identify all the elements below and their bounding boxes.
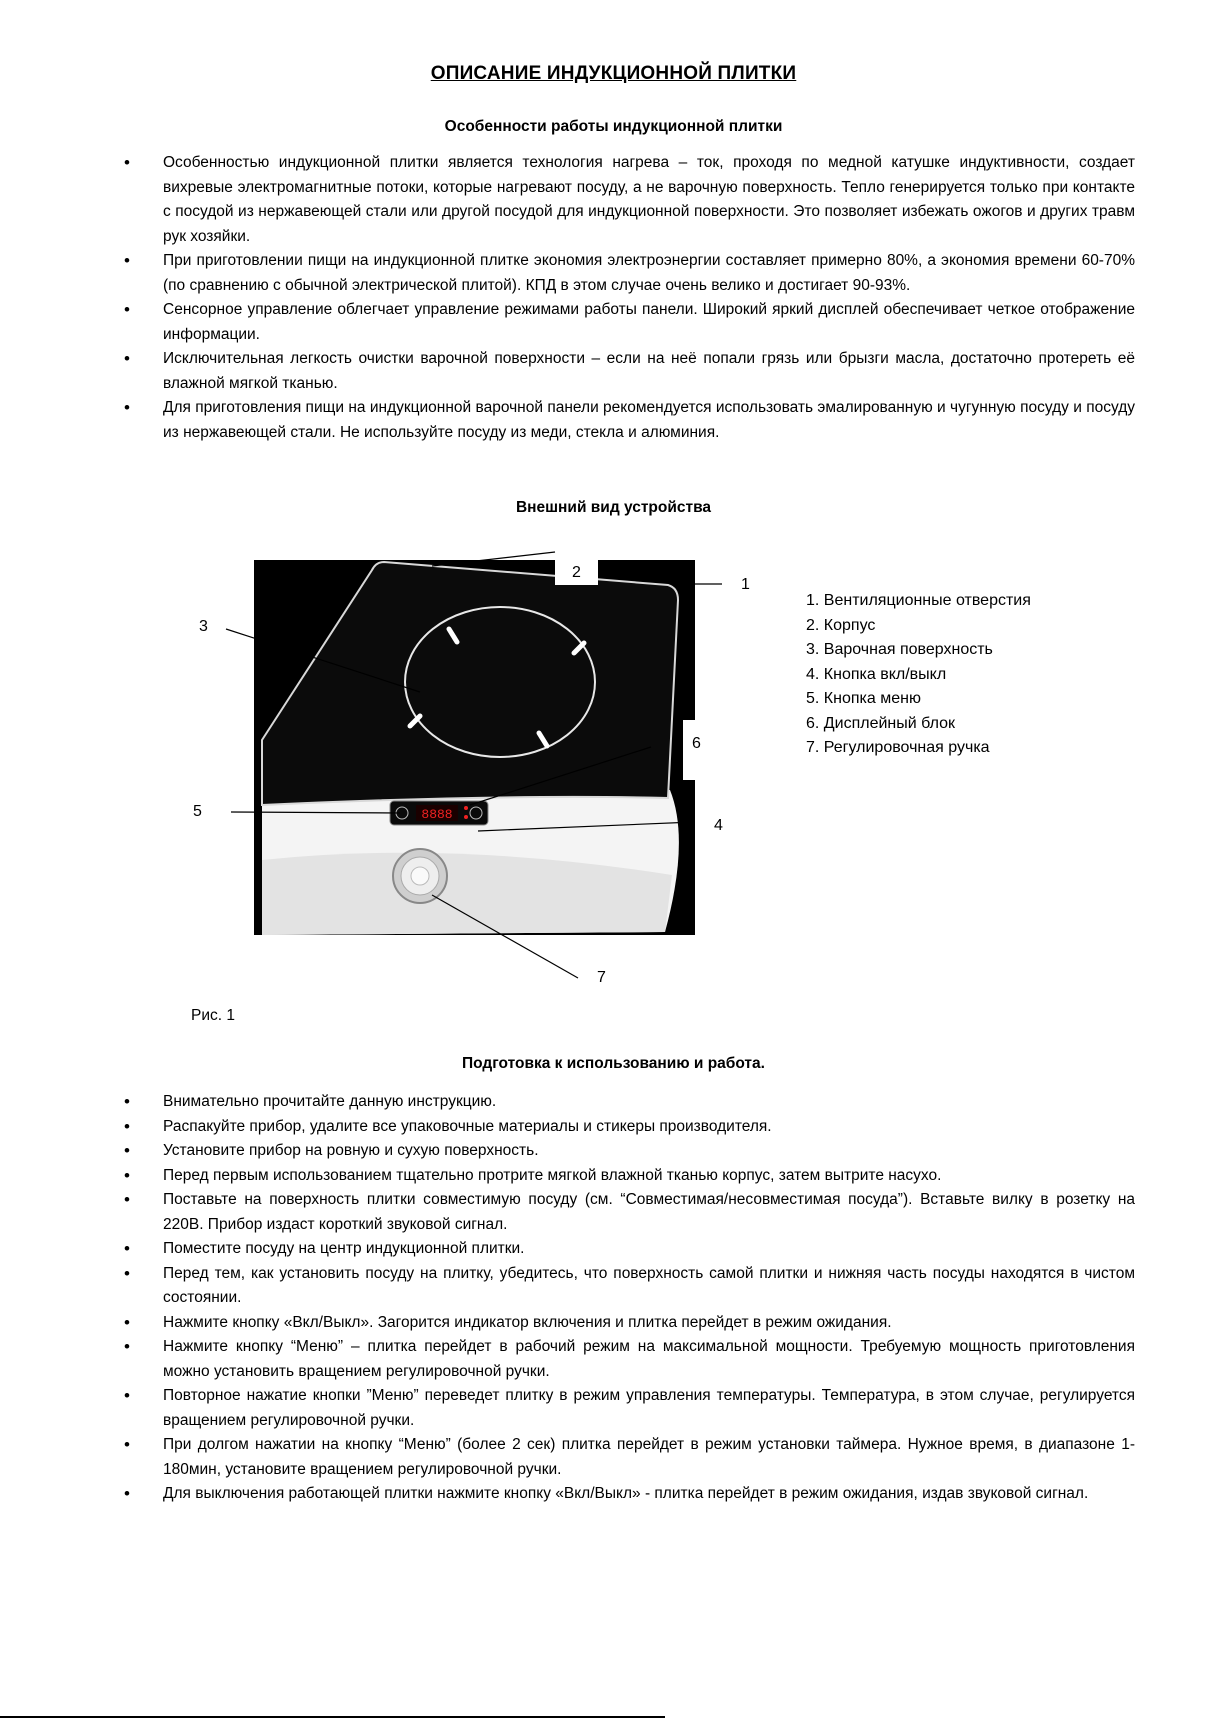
callout-4: 4 bbox=[714, 817, 723, 834]
legend-item: 1. Вентиляционные отверстия bbox=[806, 592, 1031, 609]
section-title-appearance: Внешний вид устройства bbox=[515, 499, 712, 516]
list-item: • Исключительная легкость очистки варочной поверхности – если на неё попали грязь или брызги масла, достаточно протереть её влажной мягкой тканью. bbox=[0, 347, 1227, 396]
callout-7: 7 bbox=[597, 969, 606, 986]
list-item: • Поставьте на поверхность плитки совместимую посуду (см. “Совместимая/несовместимая посуда”). Вставьте вилку в розетку на 220В. Прибор издаст короткий звуковой сигнал. bbox=[0, 1188, 1227, 1237]
steps-list bbox=[0, 1090, 1227, 1507]
device-figure bbox=[0, 540, 1227, 1000]
document-title: ОПИСАНИЕ ИНДУКЦИОННОЙ ПЛИТКИ bbox=[430, 63, 797, 84]
induction-cooktop-illustration bbox=[0, 540, 1227, 1000]
list-item: • При приготовлении пищи на индукционной плитке экономия электроэнергии составляет примерно 80%, а экономия времени 60-70% (по сравнению с обычной электрической плитой). КПД в этом случае очень велико и достигает 90-93%. bbox=[0, 249, 1227, 298]
list-item: • Перед тем, как установить посуду на плитку, убедитесь, что поверхность самой плитки и нижняя часть посуды находятся в чистом состоянии. bbox=[0, 1262, 1227, 1311]
list-item: • Поместите посуду на центр индукционной плитки. bbox=[0, 1237, 1227, 1262]
callout-6: 6 bbox=[692, 735, 701, 752]
section-title-features: Особенности работы индукционной плитки bbox=[444, 118, 783, 135]
callout-1: 1 bbox=[741, 576, 750, 593]
section-title-preparation: Подготовка к использованию и работа. bbox=[462, 1055, 765, 1072]
legend-item: 2. Корпус bbox=[806, 616, 876, 634]
list-item: • Нажмите кнопку “Меню” – плитка перейдет в рабочий режим на максимальной мощности. Требуемую мощность приготовления можно установить вращением регулировочной ручки. bbox=[0, 1335, 1227, 1384]
legend-item: 3. Варочная поверхность bbox=[806, 641, 993, 658]
list-item: • Сенсорное управление облегчает управление режимами работы панели. Широкий яркий дисплей обеспечивает четкое отображение информации. bbox=[0, 298, 1227, 347]
list-item: • Распакуйте прибор, удалите все упаковочные материалы и стикеры производителя. bbox=[0, 1115, 1227, 1140]
list-item: • Нажмите кнопку «Вкл/Выкл». Загорится индикатор включения и плитка перейдет в режим ожидания. bbox=[0, 1311, 1227, 1336]
list-item: • Особенностью индукционной плитки является технология нагрева – ток, проходя по медной катушке индуктивности, создает вихревые электромагнитные потоки, которые нагревают посуду, а не варочную поверхность. Тепло генерируется только при контакте с посудой из нержавеющей стали или другой посудой для индукционной поверхности. Это позволяет избежать ожогов и других травм рук хозяйки. bbox=[0, 151, 1227, 249]
legend-item: 6. Дисплейный блок bbox=[806, 714, 955, 732]
figure-legend bbox=[806, 589, 1031, 761]
callout-5: 5 bbox=[193, 803, 202, 820]
list-item: • Для приготовления пищи на индукционной варочной панели рекомендуется использовать эмалированную и чугунную посуду и посуду из нержавеющей стали. Не используйте посуду из меди, стекла и алюминия. bbox=[0, 396, 1227, 445]
list-item: • Для выключения работающей плитки нажмите кнопку «Вкл/Выкл» - плитка перейдет в режим ожидания, издав звуковой сигнал. bbox=[0, 1482, 1227, 1507]
list-item: • Установите прибор на ровную и сухую поверхность. bbox=[0, 1139, 1227, 1164]
display-readout: 8888 bbox=[421, 807, 453, 822]
figure-caption: Рис. 1 bbox=[191, 1007, 235, 1024]
legend-item: 7. Регулировочная ручка bbox=[806, 739, 990, 756]
legend-item: 4. Кнопка вкл/выкл bbox=[806, 665, 947, 683]
list-item: • Перед первым использованием тщательно протрите мягкой влажной тканью корпус, затем вытрите насухо. bbox=[0, 1164, 1227, 1189]
legend-item: 5. Кнопка меню bbox=[806, 690, 921, 707]
list-item: • При долгом нажатии на кнопку “Меню” (более 2 сек) плитка перейдет в режим установки таймера. Нужное время, в диапазоне 1-180мин, установите вращением регулировочной ручки. bbox=[0, 1433, 1227, 1482]
list-item: • Внимательно прочитайте данную инструкцию. bbox=[0, 1090, 1227, 1115]
list-item: • Повторное нажатие кнопки ”Меню” переведет плитку в режим управления температуры. Температура, в этом случае, регулируется вращением регулировочной ручки. bbox=[0, 1384, 1227, 1433]
callout-3: 3 bbox=[199, 618, 208, 635]
callout-2: 2 bbox=[572, 564, 581, 581]
features-list bbox=[0, 151, 1227, 445]
footer-divider bbox=[0, 1716, 665, 1718]
